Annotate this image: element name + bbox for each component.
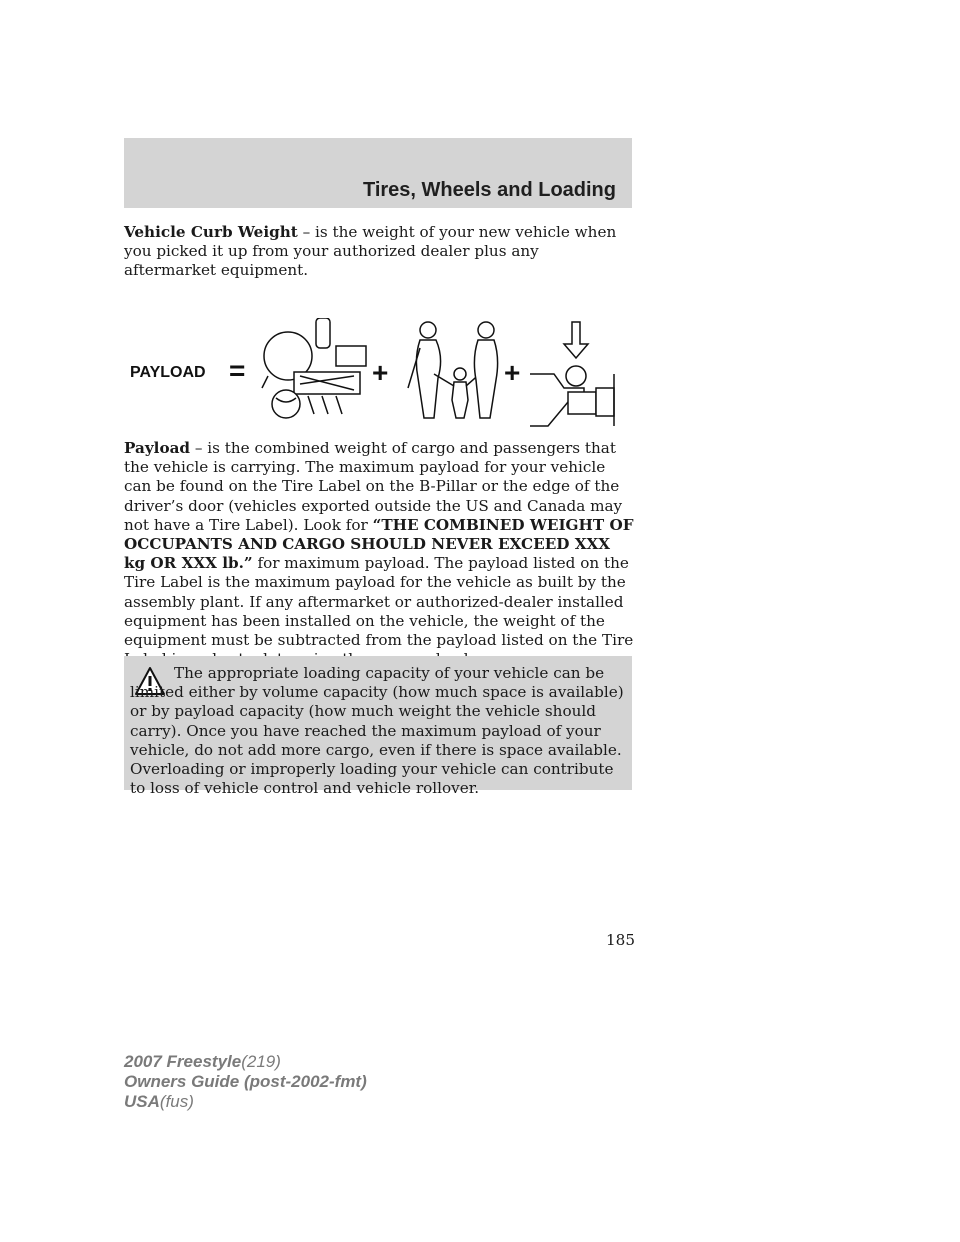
payload-paragraph — [124, 439, 634, 669]
hitch-ball — [566, 366, 586, 386]
footer-model-code: (219) — [241, 1052, 281, 1071]
header-band — [124, 138, 632, 208]
trailer-hitch-illustration — [530, 322, 614, 426]
child-head — [454, 368, 466, 380]
plus-sign-2: + — [504, 357, 521, 388]
footer-guide: Owners Guide (post-2002-fmt) — [124, 1072, 367, 1091]
payload-definition-1: – is the combined weight of cargo and passengers that the vehicle is carrying. The maximum payload for your vehicle can be found on the Tire Label on the B-Pillar or the edge of the driver’s door (vehicles exported outside the US and Canada may not have a Tire Label). Look for — [124, 439, 623, 534]
tire-label-quote: “THE COMBINED WEIGHT OF OCCUPANTS AND CARGO SHOULD NEVER EXCEED XXX kg OR XXX lb.” — [124, 515, 634, 573]
footer-line-3 — [124, 1092, 367, 1112]
payload-label: PAYLOAD — [130, 364, 206, 381]
passengers-illustration — [408, 322, 498, 418]
cargo-illustration — [262, 318, 366, 418]
warning-box — [124, 656, 632, 798]
curb-weight-paragraph — [124, 223, 634, 281]
payload-figure — [128, 318, 628, 428]
ball — [272, 390, 300, 418]
payload-term: Payload — [124, 439, 191, 457]
footer-model: 2007 Freestyle — [124, 1052, 242, 1071]
payload-definition-2: for maximum payload. The payload listed on the Tire Label is the maximum payload for the vehicle as built by the assembly plant. If any aftermarket or authorized-dealer installed equipment has been installed on the vehicle, the weight of the equipment must be subtracted from the payload listed on the Tire — [124, 554, 634, 650]
section-title: Tires, Wheels and Loading — [362, 179, 616, 201]
footer-line-2 — [124, 1072, 367, 1092]
document-footer — [124, 1052, 367, 1112]
plus-sign-1: + — [372, 357, 389, 388]
adult-head — [420, 322, 436, 338]
lantern — [316, 318, 330, 348]
footer-line-1 — [124, 1052, 367, 1072]
curb-weight-term: Vehicle Curb Weight — [124, 223, 298, 241]
adult-head-2 — [478, 322, 494, 338]
cooler — [336, 346, 366, 366]
curb-weight-definition: – is the weight of your new vehicle when you picked it up from your authorized dealer plus any aftermarket equipment. — [124, 223, 617, 280]
footer-market-code: (fus) — [159, 1092, 194, 1111]
footer-market: USA — [124, 1092, 160, 1111]
warning-text: The appropriate loading capacity of your vehicle can be limited either by volume capacity (how much space is available) or by payload capacity (how much weight the vehicle should carry). Once you have reached the maximum payload of your vehicle, do not add more cargo, even if there is space available. Overloading or improperly loading your vehicle can contribute to loss of vehicle control and vehicle rollover. — [130, 664, 624, 798]
page-number: 185 — [606, 931, 635, 949]
equals-sign: = — [229, 355, 246, 386]
